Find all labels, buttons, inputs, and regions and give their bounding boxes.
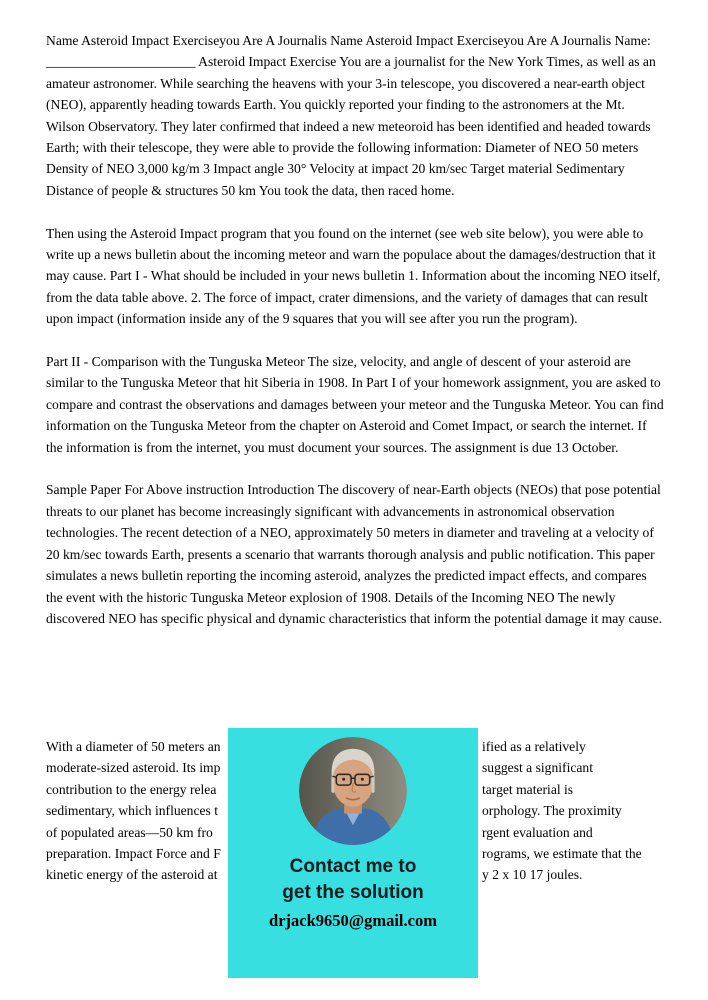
portrait-photo-image: [299, 737, 407, 845]
promo-overlay: [228, 728, 478, 978]
text-fragment-left: contribution to the energy relea: [46, 781, 217, 797]
paragraph-intro: Name Asteroid Impact Exerciseyou Are A Journalis Name Asteroid Impact Exerciseyou Are A Journalis Name: ______________________ Asteroid Impact Exercise You are a journalist for the New York Times, as well as an amateur astronomer. While searching the heavens with your 3-in telescope, you discovered a near-earth object (NEO), apparently heading towards Earth. You quickly reported your finding to the astronomers at the Mt. Wilson Observatory. They later confirmed that indeed a new meteoroid has been identified and headed towards Earth; with their telescope, they were able to provide the following information: Diameter of NEO 50 meters Density of NEO 3,000 kg/m 3 Impact angle 30° Velocity at impact 20 km/sec Target material Sedimentary Distance of people & structures 50 km You took the data, then raced home.: [46, 33, 656, 198]
text-fragment-left: of populated areas—50 km fro: [46, 824, 213, 840]
promo-message-line1: Contact me to: [289, 856, 417, 877]
tutor-photo: [299, 737, 407, 845]
promo-email: drjack9650@gmail.com: [269, 911, 437, 930]
promo-message-line2: get the solution: [282, 882, 424, 903]
text-fragment-left: kinetic energy of the asteroid at: [46, 867, 218, 883]
text-fragment-right: suggest a significant: [482, 760, 593, 776]
text-fragment-left: sedimentary, which influences t: [46, 803, 219, 819]
promo-message: [282, 854, 423, 906]
text-fragment-right: y 2 x 10 17 joules.: [482, 867, 583, 883]
document-text: [46, 30, 664, 651]
text-fragment-left: preparation. Impact Force and F: [46, 845, 221, 861]
text-fragment-right: target material is: [482, 781, 574, 797]
paragraph-sample-paper: Sample Paper For Above instruction Introduction The discovery of near-Earth objects (NEOs) that pose potential threats to our planet has become increasingly significant with advancements in astronomical observation technologies. The recent detection of a NEO, approximately 50 meters in diameter and traveling at a velocity of 20 km/sec towards Earth, presents a scenario that warrants thorough analysis and public notification. This paper simulates a news bulletin reporting the incoming asteroid, analyzes the predicted impact effects, and compares the event with the historic Tunguska Meteor explosion of 1908. Details of the Incoming NEO The newly discovered NEO has specific physical and dynamic characteristics that inform the potential damage it may cause.: [46, 482, 663, 626]
text-fragment-right: rgent evaluation and: [482, 824, 593, 840]
paragraph-part2: Part II - Comparison with the Tunguska Meteor The size, velocity, and angle of descent of your asteroid are similar to the Tunguska Meteor that hit Siberia in 1908. In Part I of your homework assignment, you are asked to compare and contrast the observations and damages between your meteor and the Tunguska Meteor. You can find information on the Tunguska Meteor from the chapter on Asteroid and Comet Impact, or search the internet. If the information is from the internet, you must document your sources. The assignment is due 13 October.: [46, 354, 664, 455]
text-fragment-left: With a diameter of 50 meters an: [46, 739, 221, 754]
text-fragment-right: ified as a relatively: [482, 739, 586, 754]
text-fragment-right: rograms, we estimate that the: [482, 845, 642, 861]
text-fragment-right: orphology. The proximity: [482, 803, 622, 819]
paragraph-part1: Then using the Asteroid Impact program that you found on the internet (see web site below), you were able to write up a news bulletin about the incoming meteor and warn the populace about the damages/destruction that it may cause. Part I - What should be included in your news bulletin 1. Information about the incoming NEO itself, from the data table above. 2. The force of impact, crater dimensions, and the variety of damages that can result upon impact (information inside any of the 9 squares that you will see after you run the program).: [46, 225, 661, 327]
text-fragment-left: moderate-sized asteroid. Its imp: [46, 760, 221, 776]
